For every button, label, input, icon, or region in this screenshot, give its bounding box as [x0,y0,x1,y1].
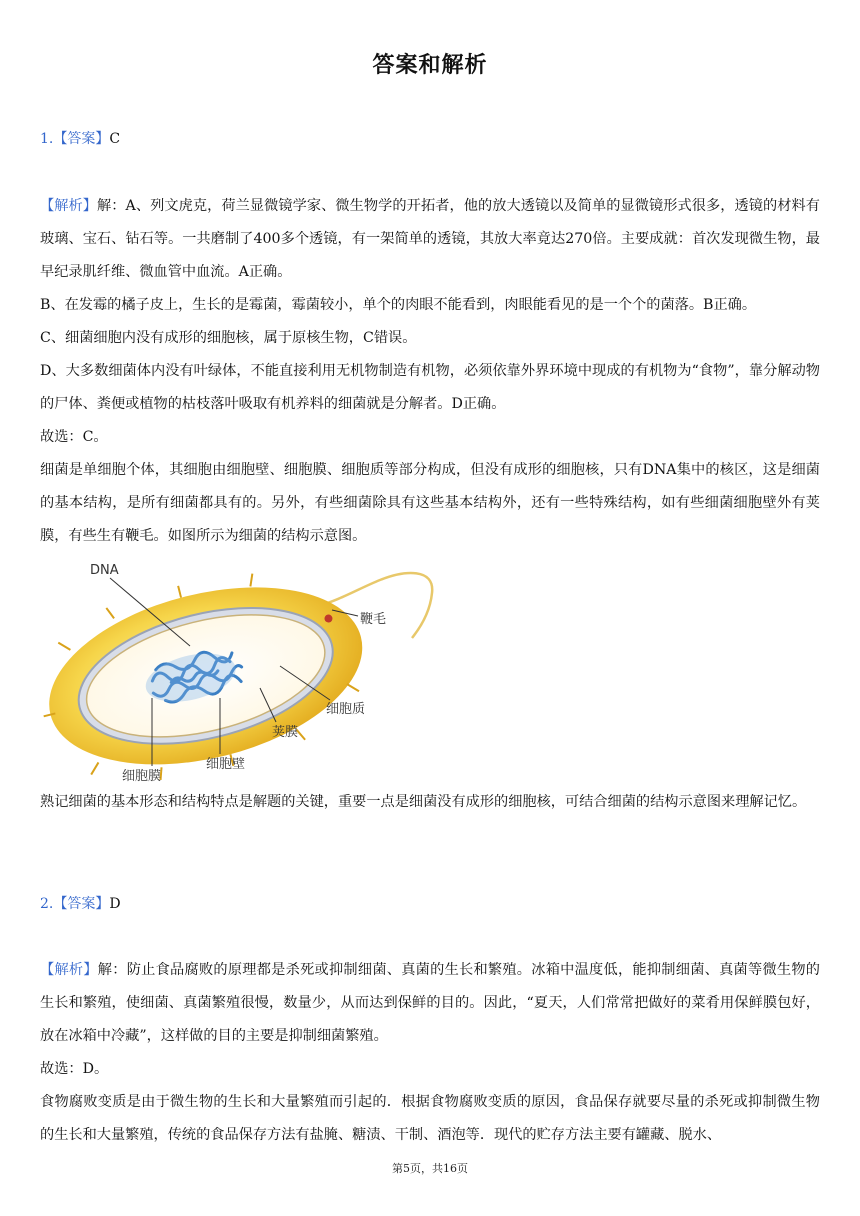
q1-analysis-p5: 故选：C。 [40,429,108,445]
label-flagellum: 鞭毛 [360,612,387,627]
q2-analysis-p2: 故选：D。 [40,1061,109,1077]
q1-analysis-p6: 细菌是单细胞个体，其细胞由细胞壁、细胞膜、细胞质等部分构成，但没有成形的细胞核，只有DNA集中的核区，这是细菌的基本结构，是所有细菌都具有的。另外，有些细菌除具有这些基本结构外，还有一些特殊结构，如有些细菌细胞壁外有荚膜，有些生有鞭毛。如图所示为细菌的结构示意图。 [40,462,820,544]
page-title: 答案和解析 [372,53,488,78]
q1-answer: C [109,131,121,147]
label-cell-wall: 细胞壁 [206,757,246,772]
label-cytoplasm: 细胞质 [326,702,366,717]
label-dna: DNA [90,563,119,578]
q1-analysis-tag: 【解析】 [40,198,98,214]
q2-answer-tag: 【答案】 [53,896,110,912]
bacterium-diagram [40,558,450,788]
q2-number: 2. [40,896,54,912]
q1-analysis-p2: B、在发霉的橘子皮上，生长的是霉菌，霉菌较小，单个的肉眼不能看到，肉眼能看见的是一个个的菌落。B正确。 [40,297,757,313]
q2-answer-line [40,894,121,914]
q1-analysis-text: 解：A、列文虎克，荷兰显微镜学家、微生物学的开拓者，他的放大透镜以及简单的显微镜形式很多，透镜的材料有玻璃、宝石、钻石等。一共磨制了400多个透镜，有一架简单的透镜，其放大率竟达270倍。主要成就：首次发现微生物，最早纪录肌纤维、微血管中血流。A正确。 [40,198,820,280]
q1-analysis-p7: 熟记细菌的基本形态和结构特点是解题的关键，重要一点是细菌没有成形的细胞核，可结合细菌的结构示意图来理解记忆。 [40,794,807,810]
q1-analysis-p1 [40,190,820,289]
bacterium-structure-figure [40,558,450,788]
q1-analysis-p3: C、细菌细胞内没有成形的细胞核，属于原核生物，C错误。 [40,330,417,346]
q2-analysis-tag: 【解析】 [40,962,98,978]
label-cell-membrane: 细胞膜 [122,769,162,784]
q2-answer: D [109,896,121,912]
q1-answer-line [40,129,120,149]
q2-analysis-p1 [40,954,820,1053]
q1-analysis-p4: D、大多数细菌体内没有叶绿体，不能直接利用无机物制造有机物，必须依靠外界环境中现成的有机物为“食物”，靠分解动物的尸体、粪便或植物的枯枝落叶吸取有机养料的细菌就是分解者。D正确。 [40,363,820,412]
q1-number: 1. [40,131,54,147]
q2-analysis-text: 解：防止食品腐败的原理都是杀死或抑制细菌、真菌的生长和繁殖。冰箱中温度低，能抑制细菌、真菌等微生物的生长和繁殖，使细菌、真菌繁殖很慢，数量少，从而达到保鲜的目的。因此，“夏天，人们常常把做好的菜肴用保鲜膜包好，放在冰箱中冷藏”，这样做的目的主要是抑制细菌繁殖。 [40,962,820,1044]
q1-answer-tag: 【答案】 [53,131,110,147]
label-capsule: 荚膜 [272,725,299,740]
q2-analysis-p3: 食物腐败变质是由于微生物的生长和大量繁殖而引起的．根据食物腐败变质的原因，食品保存就要尽量的杀死或抑制微生物的生长和大量繁殖，传统的食品保存方法有盐腌、糖渍、干制、酒泡等．现代的贮存方法主要有罐藏、脱水、 [40,1094,820,1143]
page-footer: 第5页，共16页 [392,1162,468,1175]
